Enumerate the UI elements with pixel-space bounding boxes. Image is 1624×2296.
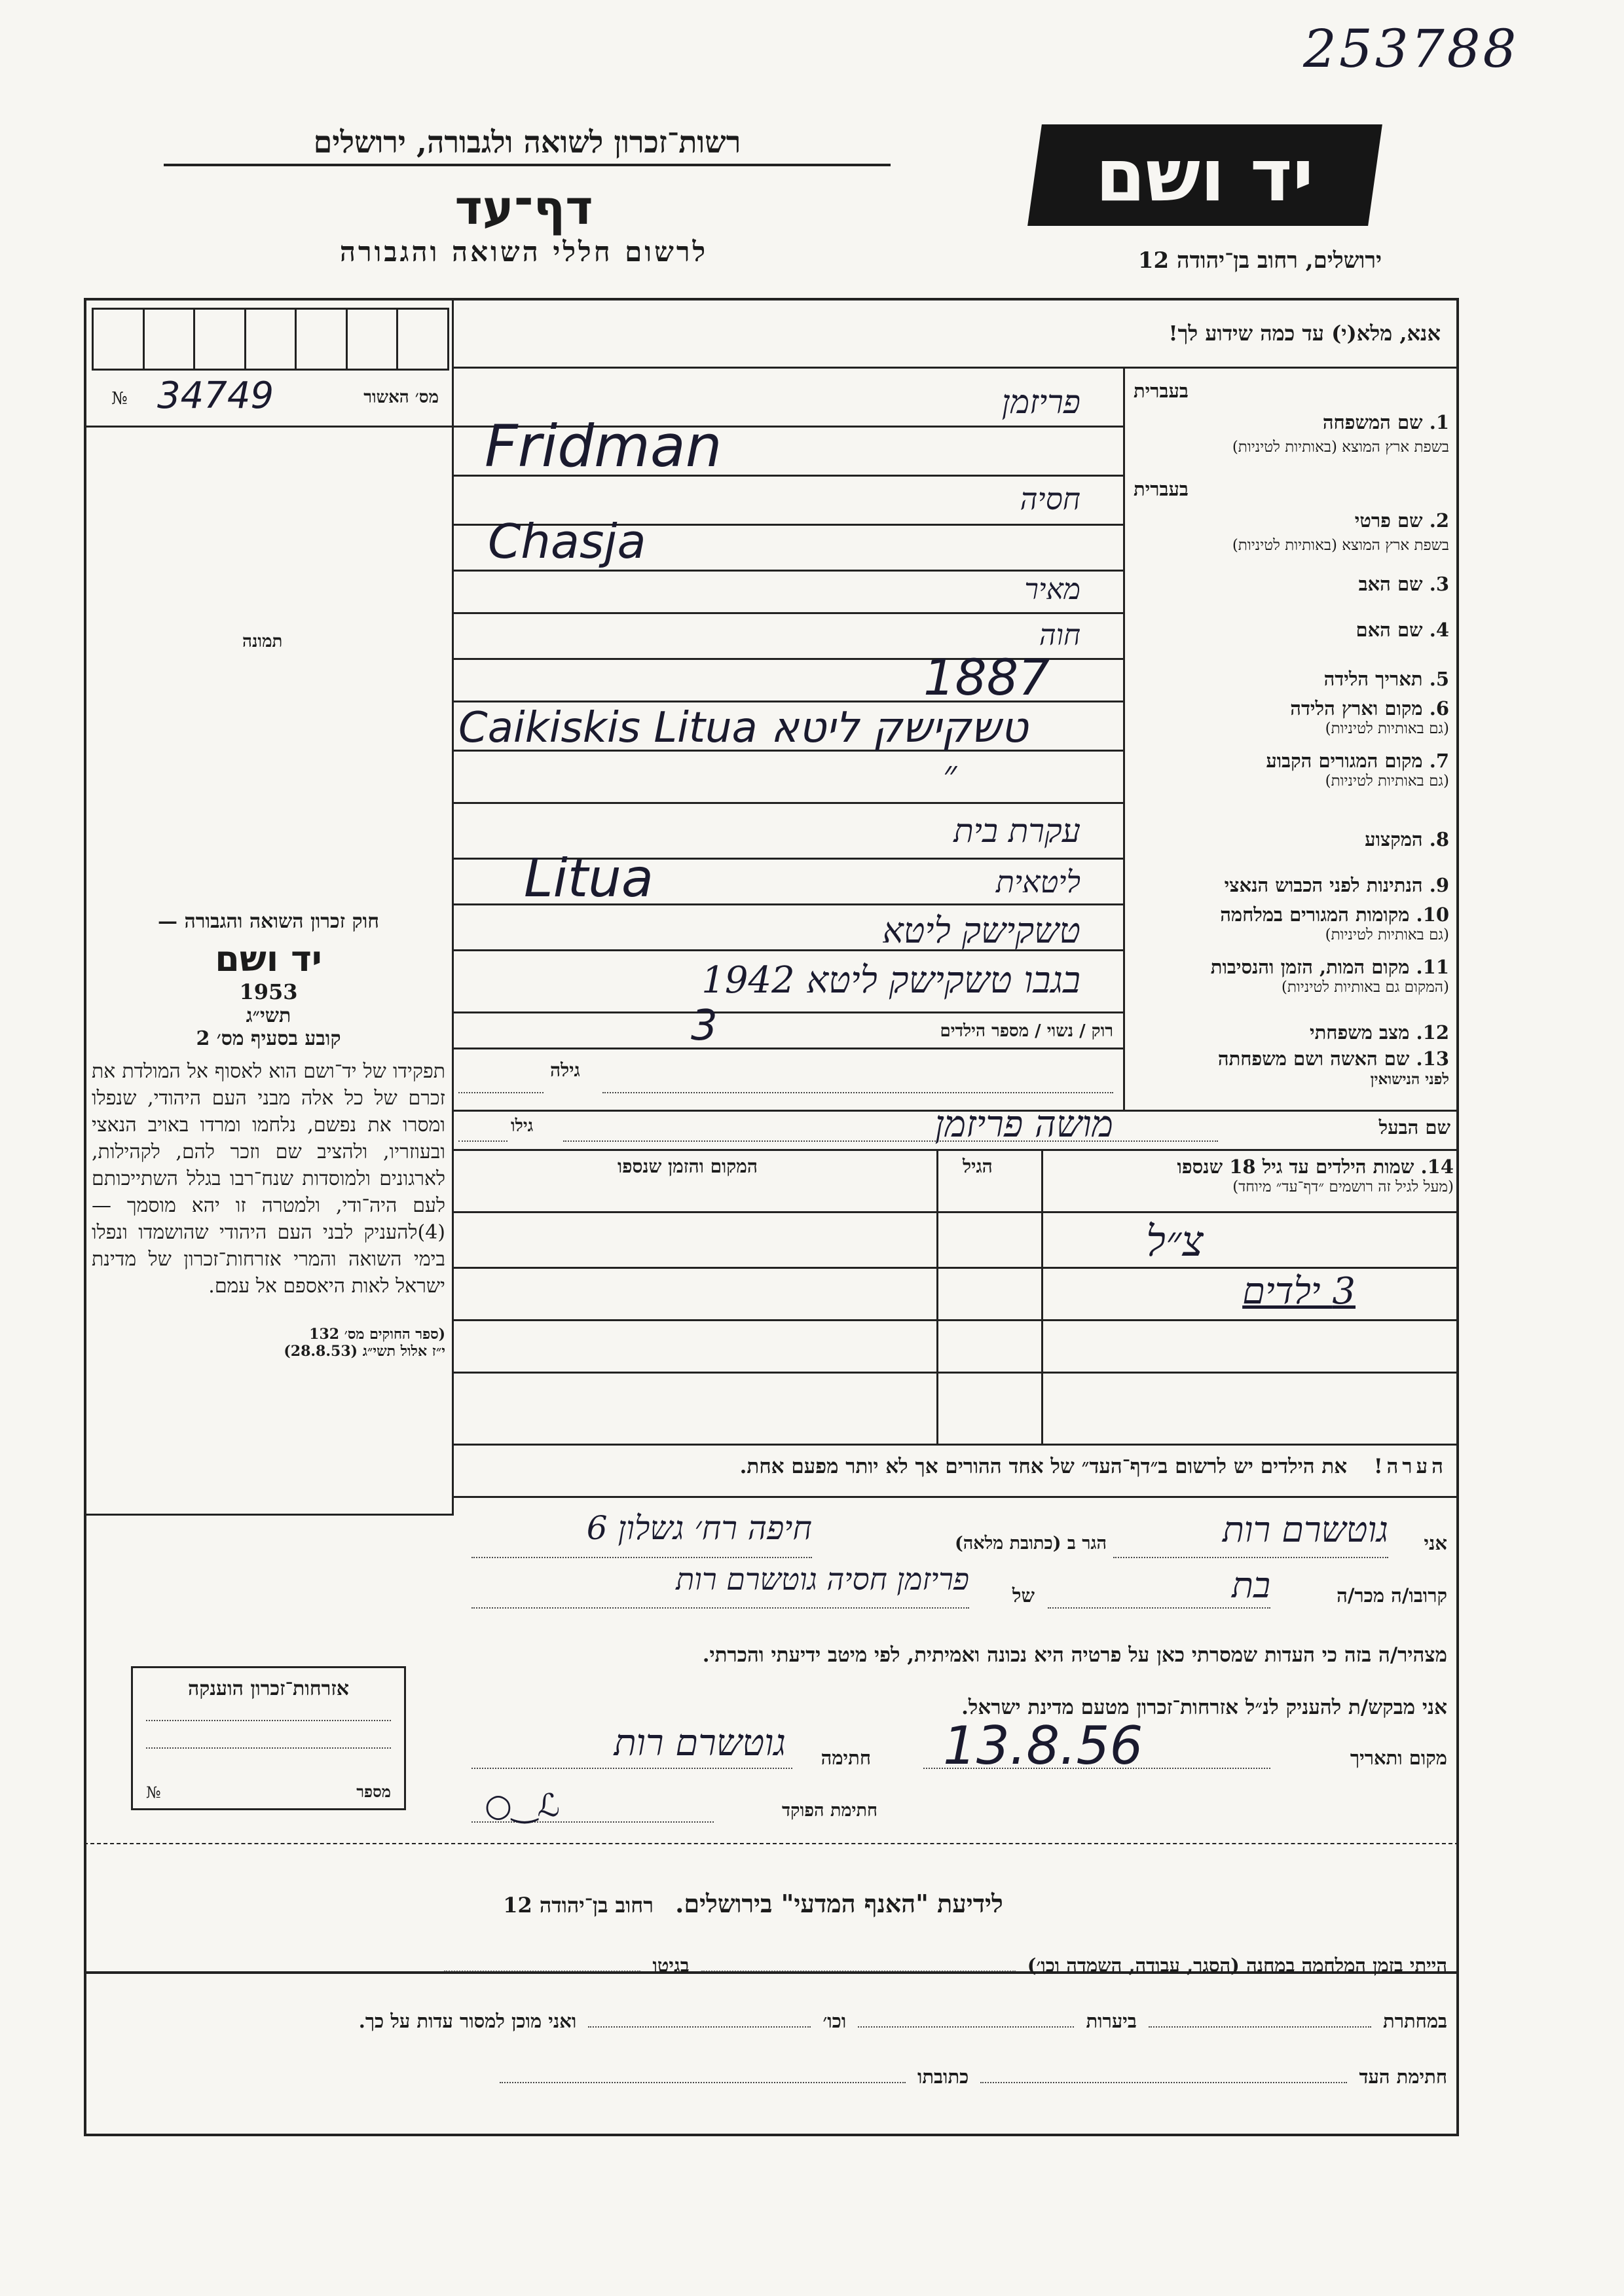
field-5-value: 1887 <box>923 648 1050 706</box>
footer-address: רחוב בן־יהודה 12 <box>503 1893 654 1918</box>
law-title: חוק זכרון השואה והגבורה — <box>158 910 379 933</box>
declarant-name-line <box>1113 1557 1388 1558</box>
logo-text: יד ושם <box>1096 133 1314 217</box>
declarant-of-line <box>471 1607 969 1609</box>
citizenship-no-label: № <box>146 1783 161 1802</box>
law-source: (ספר החוקים מס׳ 132 <box>309 1326 445 1343</box>
field-5-label: 5. תאריך הלידה <box>1323 668 1449 690</box>
form-subtitle: לרשום חללי השואה והגבורה <box>339 236 709 268</box>
field-14-label: 14. שמות הילדים עד גיל 18 שנספו (מעל לגיל זה רושמים ״דף־עד״ מיוחד) <box>1177 1156 1454 1195</box>
field-13-age-label: גילה <box>550 1059 580 1081</box>
form-title: דף־עד <box>454 180 593 235</box>
id-boxes <box>92 308 449 371</box>
citizenship-number-label: מספר <box>356 1782 391 1801</box>
field-8-label: 8. המקצוע <box>1365 828 1449 850</box>
declarant-of-label: של <box>1012 1584 1035 1607</box>
header-address: ירושלים, רחוב בן־יהודה 12 <box>1137 247 1382 274</box>
field-10-label: 10. מקומות המגורים במלחמה (גם באותיות לטיניות) <box>1220 903 1449 943</box>
left-column-divider <box>452 298 454 1516</box>
footer-line-3: חתימת העד כתובתו <box>92 2066 1447 2088</box>
archive-number: 253788 <box>1303 18 1519 79</box>
registration-no-label: № <box>111 389 128 409</box>
note-label: הערה! <box>1373 1455 1447 1478</box>
row-line-2b <box>452 570 1123 572</box>
row-line-7 <box>452 802 1123 804</box>
field-1-label: בעברית 1. שם המשפחה בשפת ארץ המוצא (באותיות לטיניות) <box>1134 380 1449 456</box>
field-13-name-line <box>602 1092 1113 1093</box>
children-row-line-2 <box>452 1319 1459 1321</box>
declarant-address: חיפה רח׳ גשלון 6 <box>586 1509 812 1547</box>
citizenship-box <box>131 1666 406 1810</box>
field-2-hebrew-value: חסיה <box>1020 481 1080 517</box>
field-2-label: בעברית 2. שם פרטי בשפת ארץ המוצא (באותיות לטיניות) <box>1134 478 1449 554</box>
law-box-bottom <box>84 1514 452 1516</box>
form-frame-bottom <box>84 1973 1459 2136</box>
photo-label: תמונה <box>242 632 283 651</box>
field-8-value: עקרת בית <box>953 812 1080 850</box>
law-box <box>92 910 445 1360</box>
field-13-label: 13. שם האשה ושם משפחתה לפני הנישואין <box>1217 1048 1449 1088</box>
husband-age-line <box>458 1140 507 1142</box>
field-12-options: רוק / נשוי / מספר הילדים <box>940 1021 1113 1041</box>
footer-line-2: במחתרת ביערות וכו׳ ואני מוכן למסור עדות על כך. <box>358 2010 1447 2032</box>
children-col-divider-1 <box>1041 1149 1043 1444</box>
law-name: יד ושם <box>215 938 322 979</box>
field-9-latin-value: Litua <box>524 848 654 909</box>
field-7-label: 7. מקום המגורים הקבוע (גם באותיות לטיניות) <box>1266 750 1449 790</box>
field-6-value: Caikiskis Litua טשקישק ליטא <box>458 704 1028 752</box>
children-row-line-1 <box>452 1267 1459 1269</box>
law-source-date: י״ז אלול תשי״ג (28.8.53) <box>284 1343 445 1360</box>
husband-age-label: גילו <box>511 1116 534 1136</box>
registration-number: 34749 <box>157 374 274 417</box>
footer-line-1: הייתי בזמן המלחמה במחנה (הסגר, עבודה, השמדה וכו׳) בגיטו <box>92 1954 1447 1977</box>
children-col-divider-2 <box>936 1149 938 1444</box>
field-4-label: 4. שם האם <box>1356 619 1449 641</box>
signature-line <box>471 1768 792 1769</box>
children-header-line <box>452 1211 1459 1213</box>
citizenship-box-title: אזרחות־זכרון הוענקה <box>187 1677 350 1700</box>
children-value: 3 ילדים <box>1242 1270 1356 1313</box>
field-1-latin-value: Fridman <box>485 412 722 480</box>
registration-line <box>84 426 452 428</box>
field-9-hebrew-value: ליטאית <box>995 864 1080 900</box>
children-place-header: המקום והזמן שנספו <box>618 1156 758 1177</box>
row-line-11 <box>452 1011 1123 1013</box>
request-text: אנא, מלא(י) עד כמה שידוע לך! <box>1168 321 1441 346</box>
field-12-label: 12. מצב משפחתי <box>1310 1021 1449 1044</box>
husband-line <box>452 1149 1459 1151</box>
declaration-text: מצהיר/ה בזה כי העדות שמסרתי כאן על פרטיה היא נכונה ואמיתית, לפי מיטב ידיעתי והכרתי. <box>702 1643 1447 1667</box>
field-11-value: בגבו טשקישק ליטא 1942 <box>701 959 1080 1002</box>
field-2-latin-value: Chasja <box>488 514 646 569</box>
field-1-hebrew-value: פריזמן <box>1001 383 1080 421</box>
citizenship-request-text: אני מבקש/ת להעניק לנ״ל אזרחות־זכרון מטעם מדינת ישראל. <box>961 1696 1447 1719</box>
field-7-value: ״ <box>943 753 957 795</box>
signature-label: חתימה <box>821 1747 871 1769</box>
field-10-value: טשקישק ליטא <box>882 910 1080 951</box>
footer-title: לידיעת "האנף המדעי" בירושלים. <box>675 1889 1003 1918</box>
declarant-name: גוטשרם רות <box>1222 1509 1388 1550</box>
husband-label: שם הבעל <box>1378 1116 1450 1139</box>
law-clause: קובע בסעיף מס׳ 2 <box>196 1027 341 1050</box>
row-line-12 <box>452 1048 1123 1049</box>
children-mark: צ״ל <box>1146 1218 1204 1266</box>
note-text: את הילדים יש לרשום ב״דף־העד״ של אחד ההורים אך לא יותר מפעם אחת. <box>739 1455 1348 1478</box>
declaration-date: 13.8.56 <box>943 1715 1143 1776</box>
law-year-he: תשי״ג <box>246 1004 291 1027</box>
declarant-residing-label: הגר ב (כתובת מלאה) <box>954 1533 1107 1554</box>
children-row-line-3 <box>452 1372 1459 1374</box>
field-13-age-line <box>458 1092 544 1093</box>
declarant-relation-line <box>1048 1607 1270 1609</box>
law-year: 1953 <box>239 979 298 1004</box>
declarant-of-name: פריזמן חסיה גוטשרם רות <box>676 1561 969 1597</box>
declarant-signature: גוטשרם רות <box>614 1722 786 1764</box>
field-12-value: 3 <box>691 1002 718 1050</box>
field-3-label: 3. שם האב <box>1358 573 1449 595</box>
law-body: תפקידו של יד־ושם הוא לאסוף אל המולדת את זכרם של כל אלה מבני העם היהודי, שנפלו ומסרו את נפשם, נלחמו ומרדו באויב הנאצי ובעוזריו, ולהציב שם וזכר להם, לקהילות, לארגונים ולמוסדות שנח־רבו בגלל השתייכותם לעם היה־ודי, ולמטרה זו יהא מוסמך — (4)להעניק לבני העם היהודי שהושמדו ונפלו בימי השואה והמרי אזרחות־זכרון של מדינת ישראל לאות היאספם אל עמם. <box>92 1060 445 1298</box>
field-3-value: מאיר <box>1024 573 1080 606</box>
field-9-label: 9. הנתינות לפני הכבוש הנאצי <box>1224 874 1449 896</box>
children-age-header: הגיל <box>963 1156 993 1177</box>
declarant-i-label: אני <box>1424 1532 1447 1554</box>
field-4-value: חוה <box>1039 619 1080 652</box>
declarant-relative-label: קרובו/ה מכר/ה <box>1337 1584 1447 1607</box>
footer-heading <box>327 1889 1179 1919</box>
row-line-3 <box>452 612 1123 614</box>
declarant-address-line <box>471 1557 812 1558</box>
yad-vashem-logo <box>1027 124 1382 226</box>
place-date-label: מקום ותאריך <box>1350 1747 1447 1769</box>
footer-separator <box>84 1843 1459 1846</box>
issuer-signature-mark: ℒ‿○ <box>485 1787 561 1824</box>
note-line-bottom <box>452 1496 1459 1498</box>
registration-label: מס׳ האשור <box>363 388 439 407</box>
husband-value: מושה פריזמן <box>934 1103 1113 1146</box>
field-labels <box>1125 367 1456 1113</box>
field-11-label: 11. מקום המות, הזמן והנסיבות (המקום גם באותיות לטיניות) <box>1210 956 1449 996</box>
authority-title: רשות־זכרון לשואה ולגבורה, ירושלים <box>164 124 891 166</box>
declarant-relation: בת <box>1232 1565 1270 1606</box>
note-line-top <box>452 1444 1459 1446</box>
field-6-label: 6. מקום וארץ הלידה (גם באותיות לטיניות) <box>1290 697 1449 737</box>
note-row <box>458 1455 1447 1478</box>
issuer-signature-label: חתימת הפוקד <box>782 1800 877 1821</box>
registration-row <box>92 374 445 426</box>
